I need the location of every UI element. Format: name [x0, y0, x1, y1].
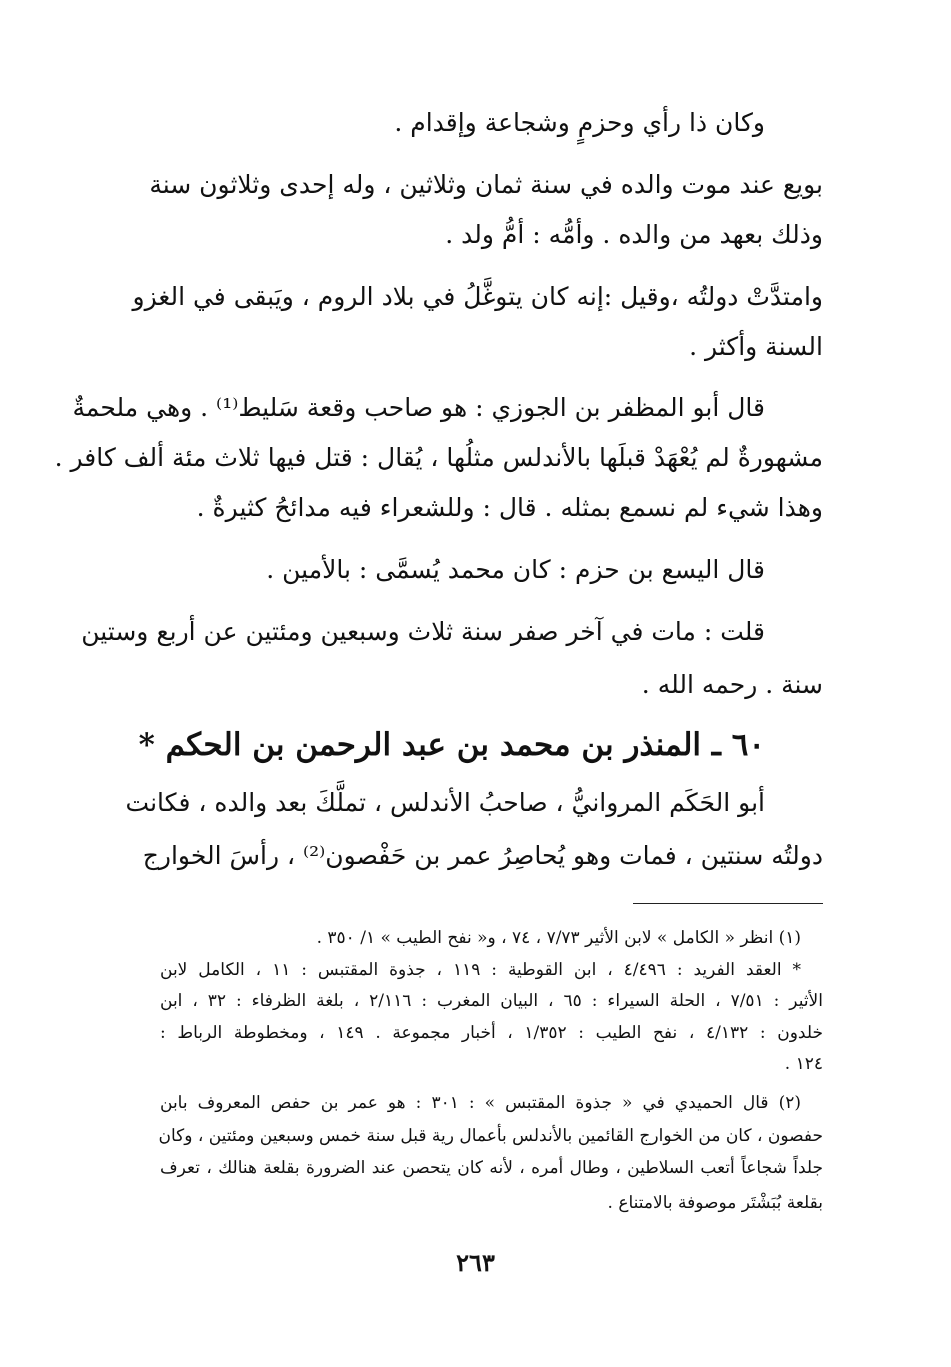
page-number: ٢٦٣: [456, 1248, 495, 1277]
footnote-line: الأثير : ٧/٥١ ، الحلة السيراء : ٦٥ ، البيان المغرب : ٢/١١٦ ، بلغة الظرفاء : ٣٢ ، ابن: [160, 991, 823, 1011]
footnote-line: بقلعة بُبَشْتَر موصوفة بالامتناع .: [607, 1193, 823, 1213]
body-line: مشهورةٌ لم يُعْهَدْ قبلَها بالأندلس مثلُها ، يُقال : قتل فيها ثلاث مئة ألف كافر .: [54, 443, 823, 472]
footnote-line: خلدون : ٤/١٣٢ ، نفح الطيب : ١/٣٥٢ ، أخبار مجموعة . ١٤٩ ، ومخطوطة الرباط :: [160, 1023, 823, 1043]
footnote-line: (١) انظر « الكامل » لابن الأثير ٧/٧٣ ، ٧٤ ، و« نفح الطيب » ١/ ٣٥٠ .: [316, 928, 801, 948]
footnote-line: ١٢٤ .: [784, 1054, 823, 1074]
footnote-separator: [633, 903, 823, 904]
footnote-line: * العقد الفريد : ٤/٤٩٦ ، ابن القوطية : ١١٩ ، جذوة المقتبس : ١١ ، الكامل لابن: [160, 960, 801, 980]
body-line: أبو الحَكَم المروانيُّ ، صاحبُ الأندلس ، تملَّكَ بعد والده ، فكانت: [125, 788, 765, 817]
body-line: السنة وأكثر .: [689, 332, 823, 361]
body-line: وهذا شيء لم نسمع بمثله . قال : وللشعراء فيه مدائحُ كثيرةٌ .: [196, 493, 823, 522]
body-line: قلت : مات في آخر صفر سنة ثلاث وسبعين ومئتين عن أربع وستين: [81, 617, 765, 646]
body-line: قال أبو المظفر بن الجوزي : هو صاحب وقعة سَليط⁽¹⁾ . وهي ملحمةٌ: [72, 393, 765, 422]
body-line: وذلك بعهد من والده . وأمُّه : أمُّ ولد .: [445, 220, 823, 249]
body-line: قال اليسع بن حزم : كان محمد يُسمَّى : بالأمين .: [266, 555, 765, 584]
footnote-line: جلداً شجاعاً أتعب السلاطين ، وطال أمره ، لأنه كان يتحصن عند الضرورة بقلعة هنالك ، تعرف: [160, 1158, 823, 1178]
body-line: دولتُه سنتين ، فمات وهو يُحاصِرُ عمر بن حَفْصون⁽²⁾ ، رأسَ الخوارج: [142, 841, 823, 870]
body-line: وامتدَّتْ دولتُه ،وقيل :إنه كان يتوغَّلُ في بلاد الروم ، ويَبقى في الغزو: [132, 282, 823, 311]
footnote-line: حفصون ، كان من الخوارج القائمين بالأندلس بأعمال رية قبل سنة خمس وسبعين ومئتين ، وكان: [158, 1126, 823, 1146]
footnote-line: (٢) قال الحميدي في « جذوة المقتبس » : ٣٠١ : هو عمر بن حفص المعروف بابن: [160, 1093, 801, 1113]
section-heading: ٦٠ ـ المنذر بن محمد بن عبد الرحمن بن الحكم *: [138, 727, 765, 763]
body-line: وكان ذا رأي وحزمٍ وشجاعة وإقدام .: [394, 108, 765, 137]
body-line: سنة . رحمه الله .: [641, 670, 823, 699]
body-line: بويع عند موت والده في سنة ثمان وثلاثين ، وله إحدى وثلاثون سنة: [149, 170, 823, 199]
